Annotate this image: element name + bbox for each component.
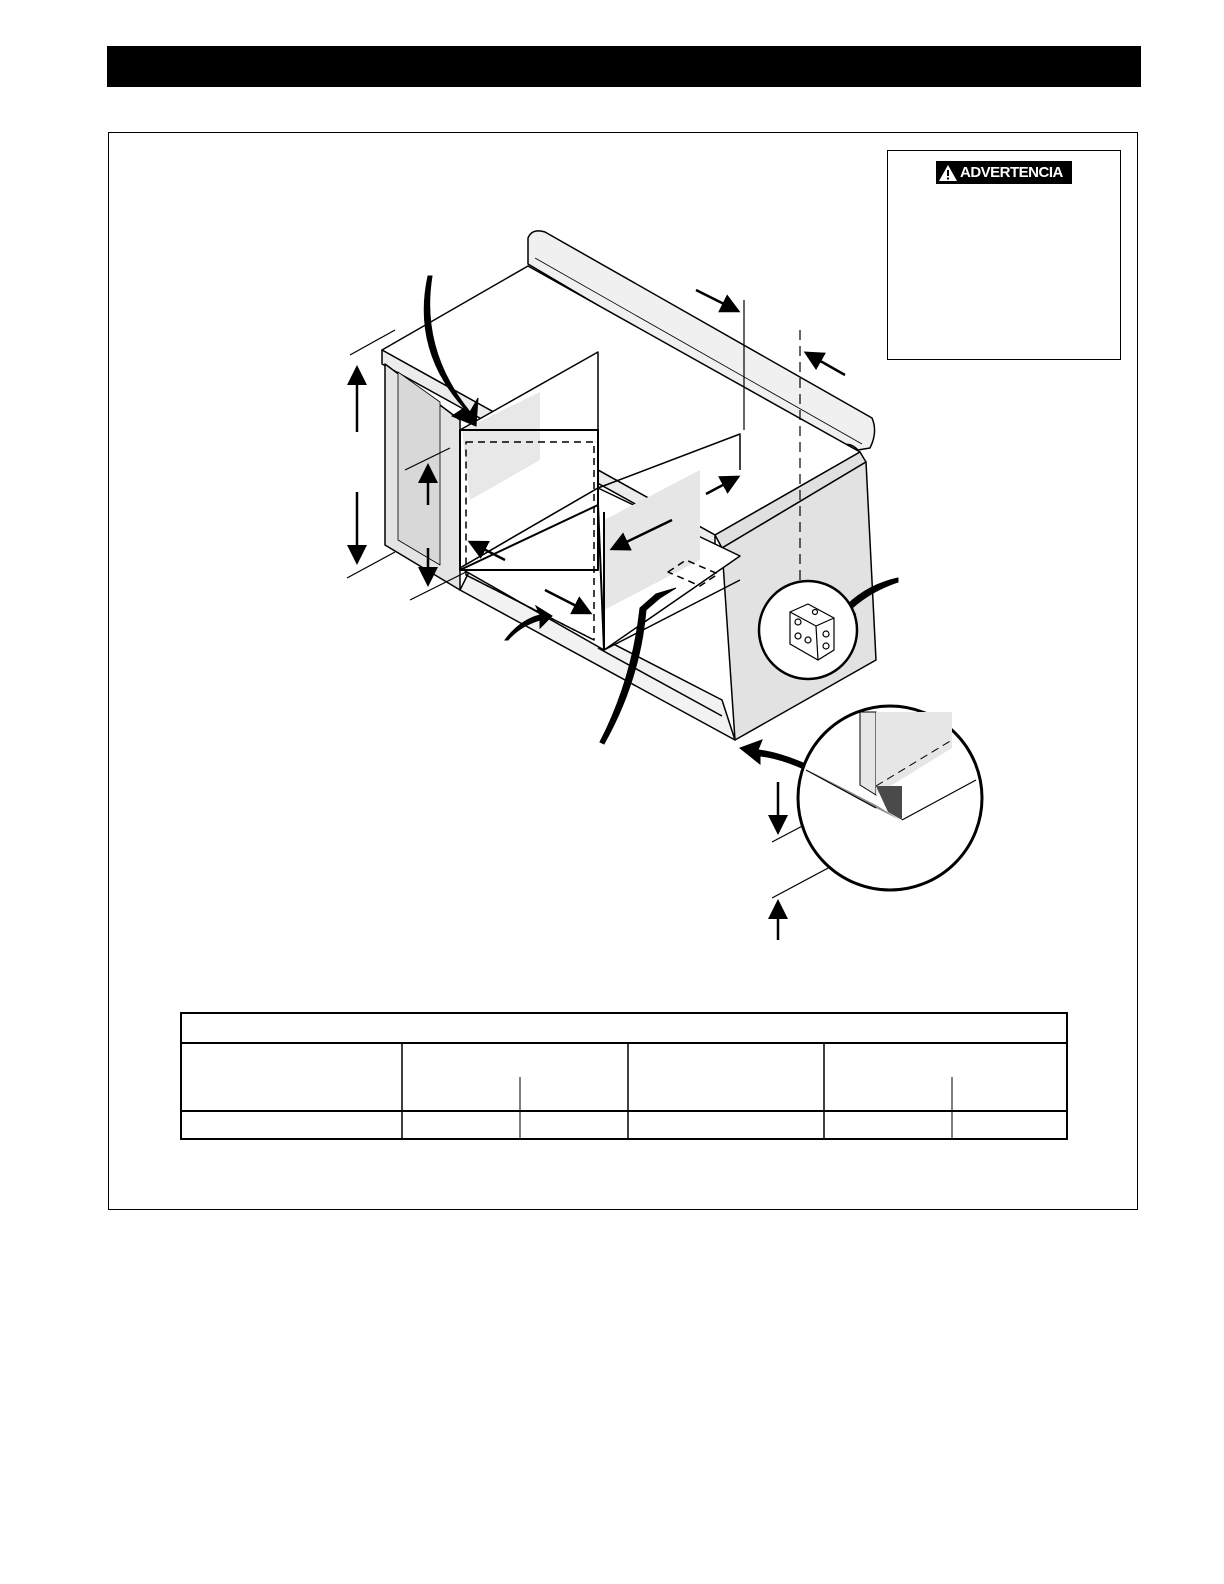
warning-label: [936, 161, 1072, 184]
dimension-table: [180, 1012, 1068, 1140]
warning-triangle-icon: [936, 161, 960, 184]
junction-box-callout: [759, 581, 857, 679]
warning-title: ADVERTENCIA: [960, 164, 1063, 181]
toe-kick-detail-callout: [798, 706, 982, 890]
warning-box: [887, 150, 1121, 360]
dimension-table-grid: [180, 1012, 1068, 1140]
